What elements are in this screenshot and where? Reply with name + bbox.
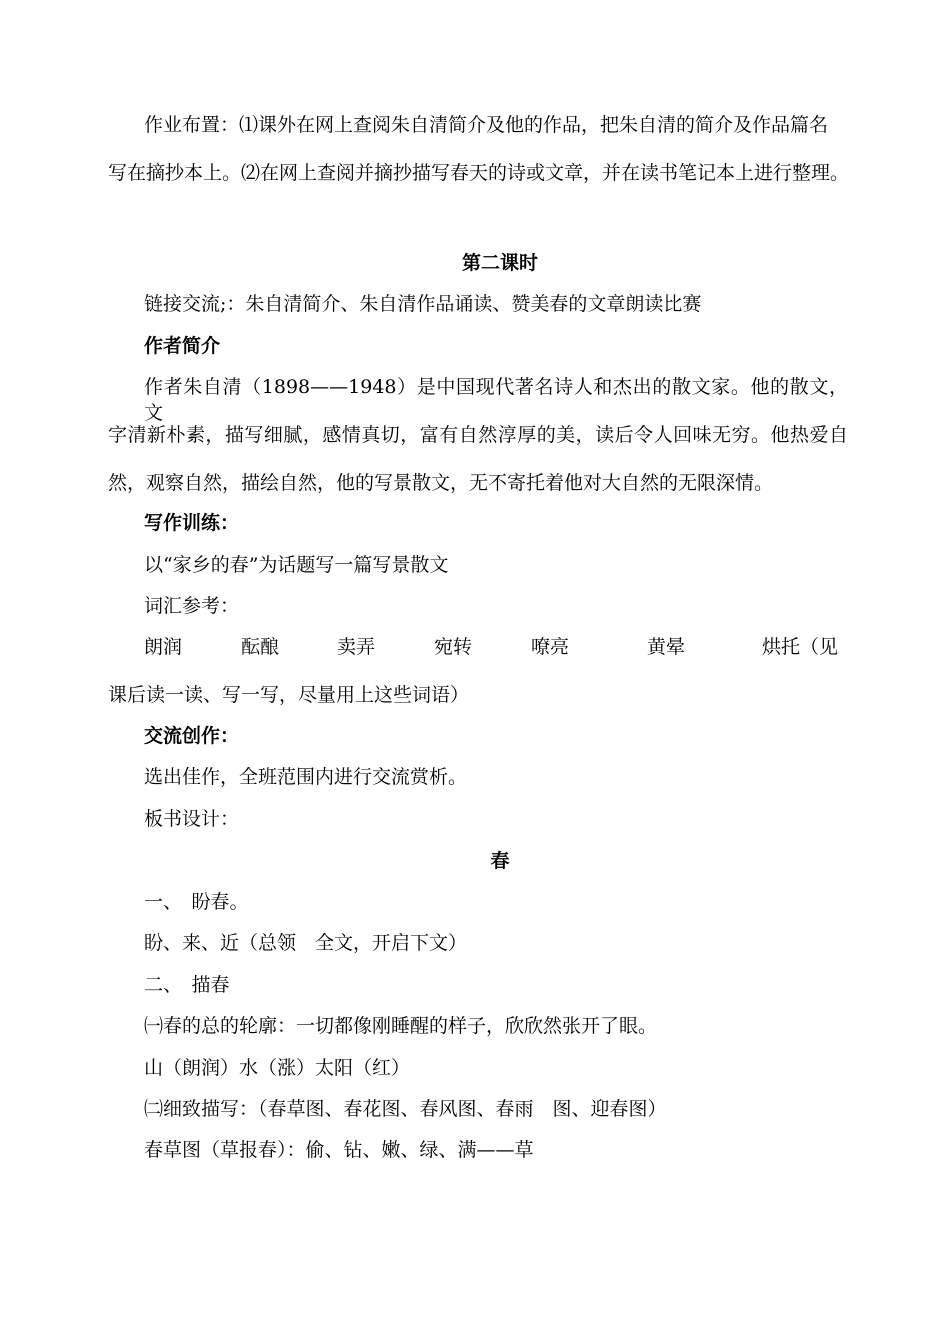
outline-text: ㈠春的总的轮廓：一切都像刚睡醒的样子，欣欣然张开了眼。 [144,1015,658,1037]
board-title: 春 [490,850,510,872]
vocab-word: 嘹亮 [531,636,570,658]
writing-topic: 以“家乡的春”为话题写一篇写景散文 [144,554,449,576]
vocab-word: 宛转 [434,636,473,658]
writing-heading: 写作训练： [144,512,240,534]
vocab-continuation: 课后读一读、写一写，尽量用上这些词语） [108,684,470,706]
section-1-text: 盼、来、近（总领 全文，开启下文） [144,932,468,954]
author-paragraph-line-3: 然，观察自然，描绘自然，他的写景散文，无不寄托着他对大自然的无限深情。 [108,472,774,494]
section-2-heading: 二、 描春 [144,974,230,996]
exchange-heading: 交流创作： [144,725,240,747]
vocab-label: 词汇参考： [144,595,240,617]
vocab-word: 酝酿 [241,636,280,658]
exchange-text: 选出佳作，全班范围内进行交流赏析。 [144,766,468,788]
vocab-word: 卖弄 [337,636,376,658]
outline-detail: 山（朗润）水（涨）太阳（红） [144,1057,411,1079]
section-1-heading: 一、 盼春。 [144,891,249,913]
vocab-word: 黄晕 [647,636,686,658]
grass-picture-text: 春草图（草报春）：偷、钻、嫩、绿、满——草 [144,1139,534,1161]
author-paragraph-line-2: 字清新朴素，描写细腻，感情真切，富有自然淳厚的美，读后令人回味无穷。他热爱自 [108,424,848,446]
link-exchange-text: 链接交流;：朱自清简介、朱自清作品诵读、赞美春的文章朗读比赛 [144,293,702,315]
author-paragraph-line-1: 作者朱自清（1898——1948）是中国现代著名诗人和杰出的散文家。他的散文，文 [144,376,848,424]
lesson-title: 第二课时 [461,252,538,274]
vocab-word: 朗润 [144,636,183,658]
detail-text: ㈡细致描写：（春草图、春花图、春风图、春雨 图、迎春图） [144,1098,667,1120]
homework-line-1: 作业布置：⑴课外在网上查阅朱自清简介及他的作品，把朱自清的简介及作品篇名 [144,114,829,136]
author-heading: 作者简介 [144,335,221,357]
vocab-word: 烘托（见 [762,636,839,658]
board-design-label: 板书设计： [144,808,240,830]
homework-line-2: 写在摘抄本上。⑵在网上查阅并摘抄描写春天的诗或文章，并在读书笔记本上进行整理。 [108,162,850,184]
